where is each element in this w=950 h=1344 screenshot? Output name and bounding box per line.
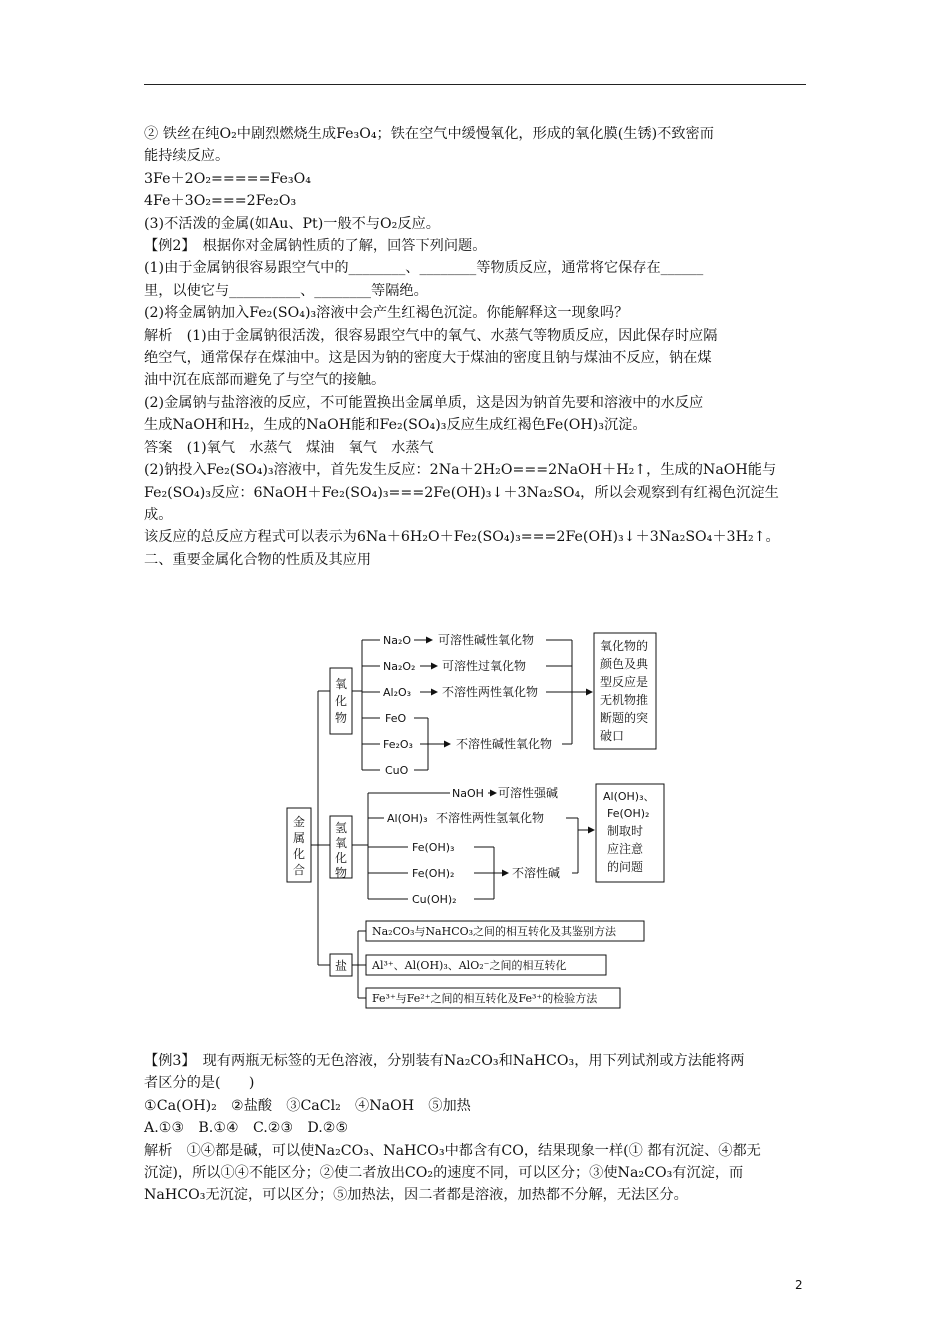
text-line: 绝空气，通常保存在煤油中。这是因为钠的密度大于煤油的密度且钠与煤油不反应，钠在煤 — [144, 350, 712, 367]
text-line: ② 铁丝在纯O₂中剧烈燃烧生成Fe₃O₄；铁在空气中缓慢氧化，形成的氧化膜(生锈)不致密而 — [144, 126, 714, 142]
oxide-note-line: 颜色及典 — [600, 657, 649, 671]
oxide-note-box — [594, 633, 656, 749]
oxide-formula: Na₂O₂ — [383, 660, 416, 673]
text-line: ①Ca(OH)₂ ②盐酸 ③CaCl₂ ④NaOH ⑤加热 — [144, 1097, 471, 1114]
text-line: Fe₂(SO₄)₃反应：6NaOH＋Fe₂(SO₄)₃===2Fe(OH)₃↓＋3Na₂SO₄，所以会观察到有红褐色沉淀生成。 — [144, 484, 779, 523]
body-text-bottom — [144, 1050, 806, 1207]
oxide-char: 物 — [334, 711, 348, 725]
salt-item: Na₂CO₃与NaHCO₃之间的相互转化及其鉴别方法 — [372, 925, 617, 938]
salt-label: 盐 — [334, 959, 348, 973]
hydroxide-char: 氢 — [334, 821, 348, 835]
salt-item: Fe³⁺与Fe²⁺之间的相互转化及Fe³⁺的检验方法 — [372, 992, 598, 1005]
oxide-formula: CuO — [385, 764, 409, 777]
text-line: 沉淀)，所以①④不能区分；②使二者放出CO₂的速度不同，可以区分；③使Na₂CO₃有沉淀，而 — [144, 1165, 744, 1182]
hydroxide-formula: Al(OH)₃ — [387, 812, 428, 825]
oxide-formula: FeO — [385, 712, 407, 725]
oxide-formula: Na₂O — [383, 634, 412, 647]
hydroxide-note-line: Al(OH)₃、 — [603, 790, 655, 803]
text-line: 答案 (1)氧气 水蒸气 煤油 氧气 水蒸气 — [144, 439, 434, 456]
oxide-desc: 不溶性碱性氧化物 — [456, 737, 553, 751]
text-line: 生成NaOH和H₂，生成的NaOH能和Fe₂(SO₄)₃反应生成红褐色Fe(OH)₃沉淀。 — [144, 417, 647, 434]
root-char: 金 — [292, 815, 306, 829]
text-line: (2)钠投入Fe₂(SO₄)₃溶液中，首先发生反应：2Na＋2H₂O===2NaOH＋H₂↑，生成的NaOH能与 — [144, 462, 777, 479]
text-line: A.①③ B.①④ C.②③ D.②⑤ — [144, 1120, 349, 1137]
salt-item: Al³⁺、Al(OH)₃、AlO₂⁻之间的相互转化 — [372, 959, 567, 972]
hydroxide-desc: 可溶性强碱 — [498, 786, 559, 800]
oxide-formula: Al₂O₃ — [383, 686, 412, 699]
text-line: 【例3】 现有两瓶无标签的无色溶液，分别装有Na₂CO₃和NaHCO₃，用下列试剂或方法能将两 — [144, 1053, 745, 1069]
hydroxide-note-box — [596, 784, 664, 882]
text-line: 能持续反应。 — [144, 148, 230, 165]
oxide-note-line: 断题的突 — [600, 711, 649, 725]
text-line: 3Fe＋2O₂=====Fe₃O₄ — [144, 170, 311, 187]
hydroxide-formula: NaOH — [452, 787, 484, 800]
salt-box-2 — [366, 955, 606, 975]
text-line: 油中沉在底部而避免了与空气的接触。 — [144, 372, 386, 389]
hydroxide-formula: Fe(OH)₃ — [412, 841, 455, 854]
oxide-char: 氧 — [334, 677, 348, 691]
root-char: 属 — [292, 831, 306, 845]
body-text-top — [144, 123, 806, 571]
text-line: (2)将金属钠加入Fe₂(SO₄)₃溶液中会产生红褐色沉淀。你能解释这一现象吗？ — [144, 305, 629, 322]
root-label — [293, 814, 305, 877]
section-heading: 二、重要金属化合物的性质及其应用 — [144, 551, 372, 568]
text-line: 该反应的总反应方程式可以表示为6Na＋6H₂O＋Fe₂(SO₄)₃===2Fe(OH)₃↓＋3Na₂SO₄＋3H₂↑。 — [144, 529, 780, 546]
hydroxide-note-line: Fe(OH)₂ — [607, 807, 650, 820]
hydroxide-desc: 不溶性碱 — [512, 866, 561, 880]
hydroxide-box — [330, 816, 352, 878]
text-line: (2)金属钠与盐溶液的反应，不可能置换出金属单质，这是因为钠首先要和溶液中的水反应 — [144, 394, 704, 411]
hydroxide-formula: Fe(OH)₂ — [412, 867, 455, 880]
oxide-desc: 可溶性碱性氧化物 — [438, 633, 535, 647]
root-box — [287, 808, 311, 882]
salt-box-3 — [366, 988, 620, 1008]
text-line: 解析 (1)由于金属钠很活泼，很容易跟空气中的氧气、水蒸气等物质反应，因此保存时应隔 — [144, 327, 718, 344]
oxide-char: 化 — [334, 694, 348, 708]
text-line: 【例2】 根据你对金属钠性质的了解，回答下列问题。 — [144, 238, 487, 255]
root-char: 化 — [292, 847, 306, 861]
salt-box — [330, 954, 352, 976]
hydroxide-note-line: 应注意 — [607, 842, 644, 856]
hydroxide-char: 化 — [334, 851, 348, 865]
text-line: 里，以使它与__________、________等隔绝。 — [144, 282, 428, 299]
salt-box-1 — [366, 921, 644, 941]
oxide-box — [330, 668, 352, 734]
oxide-note-line: 型反应是 — [600, 675, 649, 689]
oxide-note-line: 无机物推 — [600, 693, 649, 707]
hydroxide-note-line: 制取时 — [607, 824, 644, 838]
page-number: 2 — [795, 1278, 803, 1292]
header-rule — [144, 84, 806, 85]
text-line: 者区分的是( ) — [144, 1075, 255, 1092]
hydroxide-char: 物 — [334, 866, 348, 880]
text-line: (1)由于金属钠很容易跟空气中的________、________等物质反应，通常将它保存在______ — [144, 260, 704, 277]
text-line: (3)不活泼的金属(如Au、Pt)一般不与O₂反应。 — [144, 215, 440, 232]
hydroxide-formula: Cu(OH)₂ — [412, 893, 457, 906]
hydroxide-char: 氧 — [334, 836, 348, 850]
oxide-desc: 可溶性过氧化物 — [442, 659, 527, 673]
root-char: 合 — [292, 863, 306, 877]
oxide-note-line: 破口 — [600, 729, 625, 743]
oxide-desc: 不溶性两性氧化物 — [442, 685, 539, 699]
text-line: 4Fe＋3O₂===2Fe₂O₃ — [144, 193, 297, 210]
hydroxide-desc: 不溶性两性氢氧化物 — [436, 811, 545, 825]
text-line: 解析 ①④都是碱，可以使Na₂CO₃、NaHCO₃中都含有CO，结果现象一样(① 都有沉淀、④都无 — [144, 1142, 761, 1159]
oxide-formula: Fe₂O₃ — [383, 738, 413, 751]
hydroxide-note-line: 的问题 — [607, 860, 644, 874]
oxide-note-line: 氧化物的 — [600, 639, 649, 653]
text-line: NaHCO₃无沉淀，可以区分；⑤加热法，因二者都是溶液，加热都不分解，无法区分。 — [144, 1187, 688, 1204]
